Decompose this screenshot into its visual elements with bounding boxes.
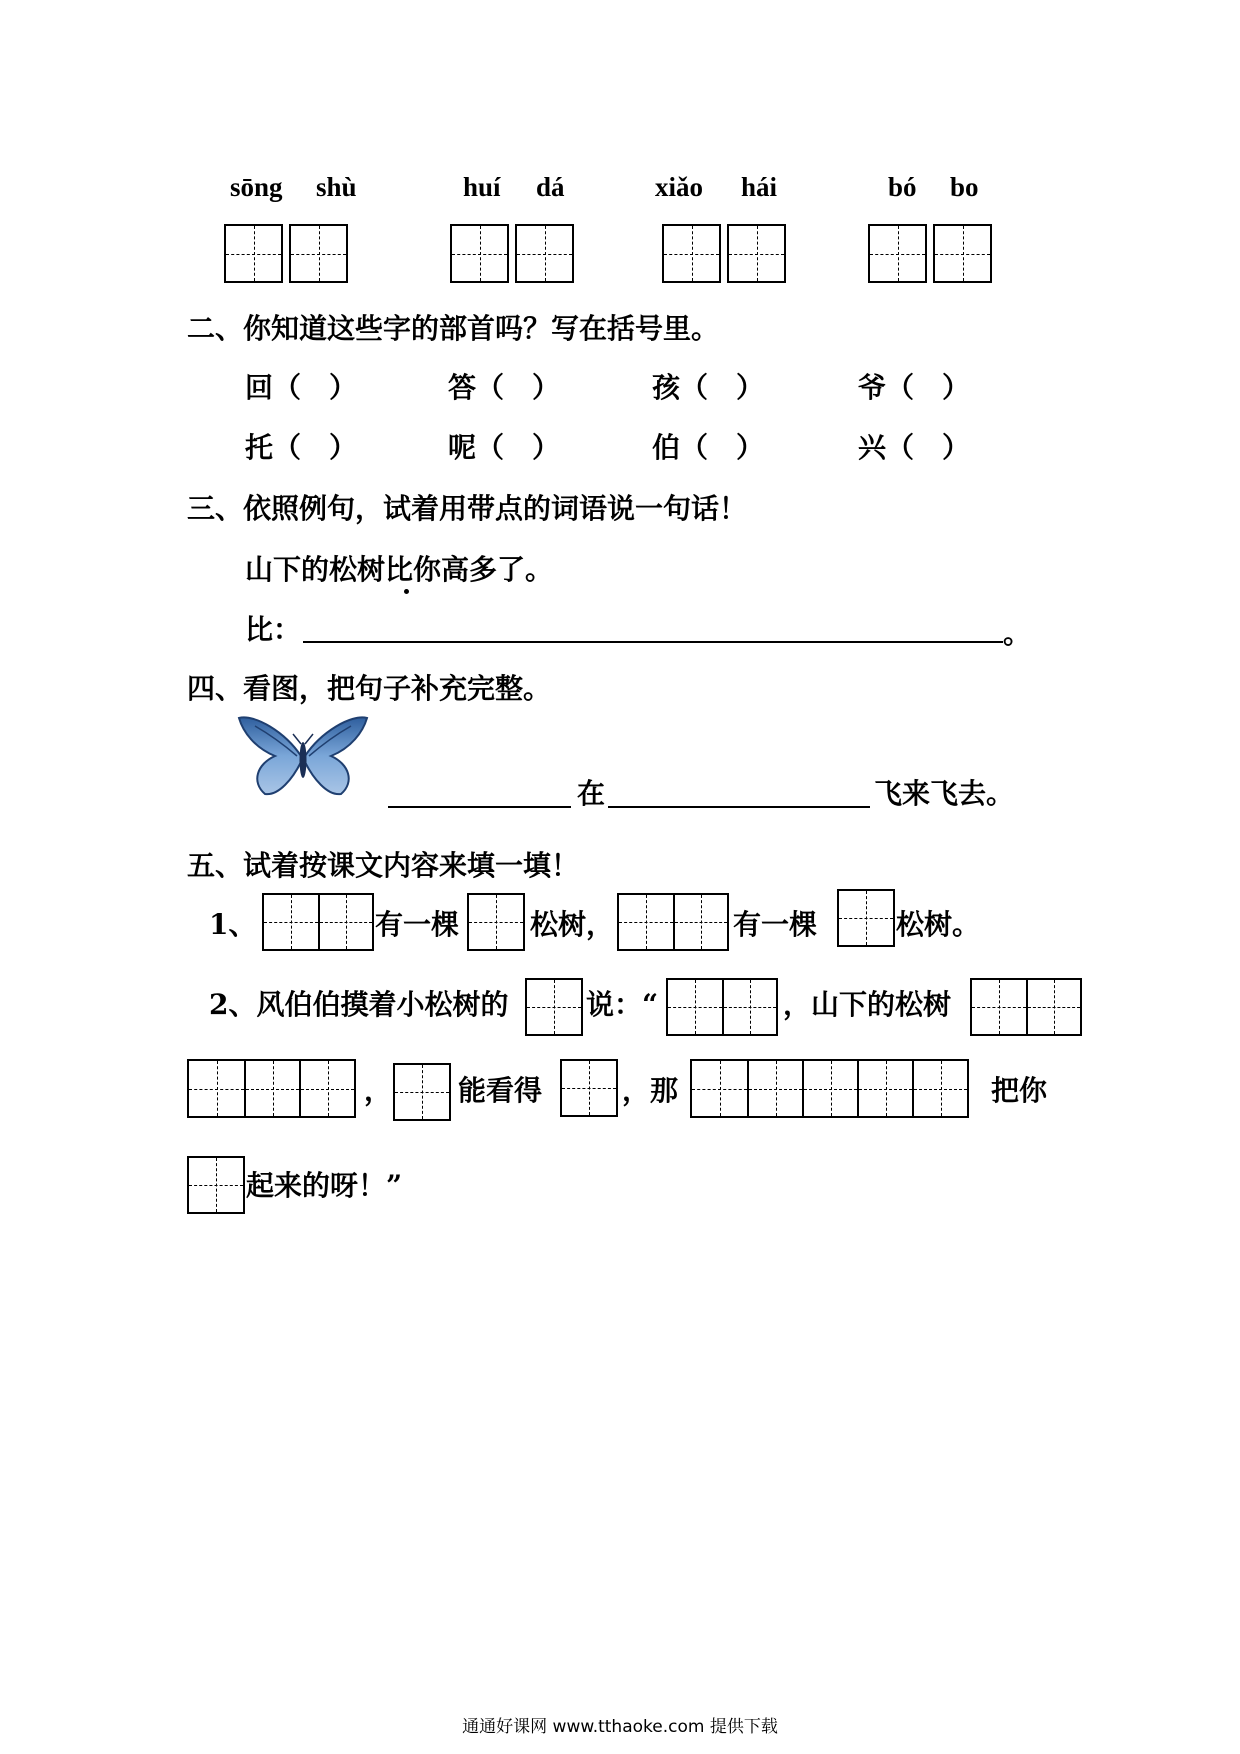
- location-blank[interactable]: [608, 806, 870, 808]
- q2-text-na: ，那: [622, 1074, 679, 1107]
- radical-item: 伯（ ）: [652, 431, 765, 464]
- pinyin-3b: hái: [741, 172, 778, 202]
- writing-grid-huida[interactable]: [450, 224, 574, 283]
- section-4-title: 四、看图，把句子补充完整。: [187, 672, 552, 705]
- radical-item: 呢（ ）: [448, 431, 561, 464]
- section-5-title: 五、试着按课文内容来填一填！: [187, 849, 580, 882]
- q2-grid-e[interactable]: [393, 1063, 451, 1121]
- writing-grid-bobo[interactable]: [868, 224, 992, 283]
- q1-grid-c[interactable]: [617, 893, 729, 951]
- q2-text-ba: 把你: [991, 1074, 1048, 1107]
- pinyin-4a: bó: [888, 172, 917, 202]
- q1-grid-a[interactable]: [262, 893, 374, 951]
- q2-grid-d[interactable]: [187, 1059, 356, 1118]
- q2-text-neng: 能看得: [458, 1074, 543, 1107]
- q1-text-2: 松树，: [530, 908, 615, 941]
- q2-text-comma: ，: [364, 1074, 393, 1107]
- phrase-fly: 飞来飞去。: [874, 777, 1015, 810]
- q2-text-end: 起来的呀！”: [246, 1169, 403, 1202]
- q1-text-4: 松树。: [896, 908, 981, 941]
- section-3-title: 三、依照例句，试着用带点的词语说一句话！: [187, 492, 748, 525]
- pinyin-3a: xiǎo: [655, 172, 704, 202]
- pinyin-1b: shù: [316, 172, 357, 202]
- q1-grid-d[interactable]: [837, 889, 895, 947]
- answer-line[interactable]: [303, 641, 1003, 643]
- writing-grid-xiaohai[interactable]: [662, 224, 786, 283]
- q1-text-1: 有一棵: [375, 908, 460, 941]
- q2-grid-g[interactable]: [690, 1059, 969, 1118]
- answer-period: 。: [1003, 617, 1032, 650]
- answer-prompt: 比：: [245, 613, 302, 646]
- writing-grid-songshu[interactable]: [224, 224, 348, 283]
- q2-grid-f[interactable]: [560, 1059, 618, 1117]
- radical-item: 答（ ）: [448, 371, 561, 404]
- q1-number: 1、: [209, 908, 257, 941]
- q2-grid-b[interactable]: [666, 978, 778, 1036]
- radical-item: 爷（ ）: [858, 371, 971, 404]
- q2-lead: 2、风伯伯摸着小松树的: [209, 988, 509, 1021]
- q2-text-shan: ，山下的松树: [783, 988, 952, 1021]
- pinyin-2a: huí: [463, 172, 501, 202]
- pinyin-4b: bo: [950, 172, 979, 202]
- pinyin-2b: dá: [536, 172, 565, 202]
- radical-item: 孩（ ）: [652, 371, 765, 404]
- footer-credit: 通通好课网 www.tthaoke.com 提供下载: [462, 1717, 778, 1737]
- subject-blank[interactable]: [388, 806, 571, 808]
- q2-grid-a[interactable]: [525, 978, 583, 1036]
- q1-text-3: 有一棵: [733, 908, 818, 941]
- q2-text-shuo: 说：“: [586, 988, 659, 1021]
- example-sentence: 山下的松树比你高多了。: [245, 553, 554, 586]
- butterfly-image: [235, 712, 371, 798]
- word-zai: 在: [577, 777, 606, 810]
- q2-grid-c[interactable]: [970, 978, 1082, 1036]
- radical-item: 托（ ）: [245, 431, 358, 464]
- pinyin-1a: sōng: [230, 172, 283, 202]
- emphasis-dot: [404, 589, 409, 594]
- q2-grid-h[interactable]: [187, 1156, 245, 1214]
- section-2-title: 二、你知道这些字的部首吗？写在括号里。: [187, 312, 720, 345]
- radical-item: 兴（ ）: [858, 431, 971, 464]
- radical-item: 回（ ）: [245, 371, 358, 404]
- q1-grid-b[interactable]: [467, 893, 525, 951]
